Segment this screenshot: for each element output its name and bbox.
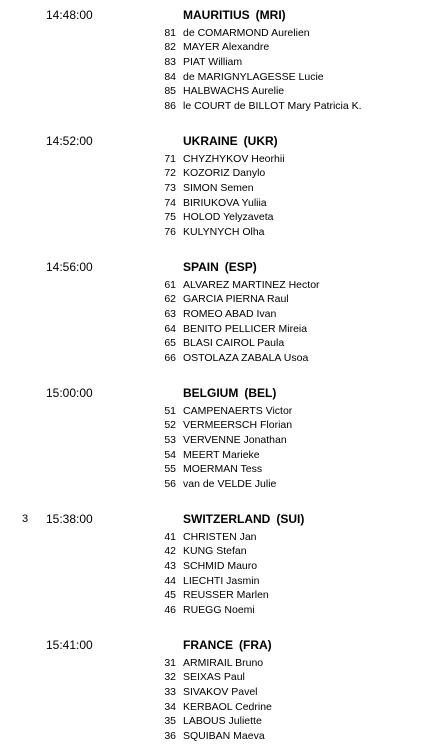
bib-number: 64: [164, 322, 176, 335]
start-time: 15:41:00: [46, 638, 93, 652]
rider-row: [150, 670, 245, 685]
country-code: (BEL): [244, 386, 277, 400]
bib-number: 84: [164, 70, 176, 83]
country-name: MAURITIUS: [183, 8, 250, 22]
rider-row: [150, 574, 259, 589]
rider-row: [150, 292, 289, 307]
rider-name: SQUIBAN Maeva: [183, 730, 265, 742]
rider-name: OSTOLAZA ZABALA Usoa: [183, 352, 309, 364]
team-name: [183, 386, 276, 401]
bib-number: 86: [164, 100, 176, 112]
bib-number: 66: [164, 352, 176, 364]
bib-number: 63: [164, 307, 176, 320]
rider-row: [150, 685, 258, 700]
bib-number: 83: [164, 55, 176, 68]
bib-number: 62: [164, 293, 176, 306]
rider-row: [150, 152, 285, 167]
rider-row: [150, 477, 276, 492]
bib-number: 44: [164, 574, 176, 587]
rider-name: CAMPENAERTS Victor: [183, 404, 293, 417]
bib-number: 73: [164, 181, 176, 194]
rider-name: LABOUS Juliette: [183, 715, 262, 728]
country-name: SWITZERLAND: [183, 512, 271, 526]
rider-name: KULYNYCH Olha: [183, 226, 265, 238]
rider-row: [150, 181, 254, 196]
rider-name: SEIXAS Paul: [183, 671, 245, 684]
rider-name: van de VELDE Julie: [183, 478, 277, 490]
rider-name: ROMEO ABAD Ivan: [183, 307, 277, 320]
rider-row: [150, 448, 260, 463]
rider-name: VERMEERSCH Florian: [183, 419, 293, 432]
rider-name: KOZORIZ Danylo: [183, 167, 266, 180]
bib-number: 41: [164, 530, 176, 543]
rider-name: BENITO PELLICER Mireia: [183, 322, 308, 335]
rider-row: [150, 656, 263, 671]
bib-number: 74: [164, 196, 176, 209]
team-name: [183, 260, 257, 275]
country-name: FRANCE: [183, 638, 233, 652]
rider-row: [150, 166, 265, 181]
rider-name: MEERT Marieke: [183, 448, 260, 461]
rider-row: [150, 351, 308, 366]
rider-row: [150, 225, 265, 240]
bib-number: 46: [164, 604, 176, 616]
rider-row: [150, 307, 276, 322]
bib-number: 65: [164, 337, 176, 350]
bib-number: 33: [164, 685, 176, 698]
start-time: 15:38:00: [46, 512, 93, 526]
bib-number: 75: [164, 211, 176, 224]
country-name: BELGIUM: [183, 386, 239, 400]
rider-name: SIMON Semen: [183, 181, 254, 194]
rider-name: MOERMAN Tess: [183, 463, 263, 476]
rider-name: de COMARMOND Aurelien: [183, 26, 310, 39]
country-code: (SUI): [276, 512, 305, 526]
rider-row: [150, 99, 362, 114]
rider-name: LIECHTI Jasmin: [183, 574, 260, 587]
rider-row: [150, 55, 242, 70]
start-time: 15:00:00: [46, 386, 93, 400]
rider-row: [150, 559, 257, 574]
bib-number: 54: [164, 448, 176, 461]
rider-name: HOLOD Yelyzaveta: [183, 211, 274, 224]
rider-name: SCHMID Mauro: [183, 559, 258, 572]
start-time: 14:48:00: [46, 8, 93, 22]
rider-row: [150, 26, 310, 41]
rider-name: GARCIA PIERNA Raul: [183, 293, 289, 306]
team-name: [183, 512, 304, 527]
rider-row: [150, 588, 269, 603]
bib-number: 45: [164, 589, 176, 602]
rider-row: [150, 729, 265, 744]
bib-number: 72: [164, 167, 176, 180]
rider-row: [150, 714, 262, 729]
rider-name: MAYER Alexandre: [183, 41, 270, 54]
bib-number: 82: [164, 41, 176, 54]
bib-number: 51: [164, 404, 176, 417]
rider-row: [150, 336, 284, 351]
start-time: 14:56:00: [46, 260, 93, 274]
rider-row: [150, 322, 307, 337]
rider-name: ALVAREZ MARTINEZ Hector: [183, 278, 320, 291]
bib-number: 61: [164, 278, 176, 291]
rider-row: [150, 84, 284, 99]
rider-row: [150, 196, 267, 211]
rider-row: [150, 603, 255, 618]
country-code: (MRI): [255, 8, 286, 22]
bib-number: 35: [164, 715, 176, 728]
rider-row: [150, 462, 262, 477]
rider-name: RUEGG Noemi: [183, 604, 255, 616]
bib-number: 52: [164, 419, 176, 432]
bib-number: 32: [164, 671, 176, 684]
rider-name: KUNG Stefan: [183, 545, 247, 558]
rider-name: ARMIRAIL Bruno: [183, 656, 264, 669]
bib-number: 34: [164, 700, 176, 713]
bib-number: 81: [164, 26, 176, 39]
rider-row: [150, 404, 292, 419]
rider-row: [150, 40, 269, 55]
rider-name: SIVAKOV Pavel: [183, 685, 258, 698]
country-code: (UKR): [243, 134, 278, 148]
bib-number: 36: [164, 730, 176, 742]
bib-number: 42: [164, 545, 176, 558]
rider-row: [150, 70, 324, 85]
rider-name: de MARIGNYLAGESSE Lucie: [183, 70, 324, 83]
bib-number: 53: [164, 433, 176, 446]
team-position: 3: [22, 513, 29, 525]
bib-number: 76: [164, 226, 176, 238]
rider-name: CHRISTEN Jan: [183, 530, 257, 543]
rider-name: KERBAOL Cedrine: [183, 700, 272, 713]
rider-name: BLASI CAIROL Paula: [183, 337, 285, 350]
team-name: [183, 134, 278, 149]
rider-row: [150, 210, 273, 225]
country-code: (ESP): [224, 260, 257, 274]
rider-name: CHYZHYKOV Heorhii: [183, 152, 285, 165]
rider-name: HALBWACHS Aurelie: [183, 85, 285, 98]
bib-number: 56: [164, 478, 176, 490]
rider-name: BIRIUKOVA Yuliia: [183, 196, 267, 209]
rider-name: VERVENNE Jonathan: [183, 433, 287, 446]
bib-number: 31: [164, 656, 176, 669]
rider-row: [150, 544, 247, 559]
bib-number: 71: [164, 152, 176, 165]
rider-row: [150, 530, 257, 545]
start-time: 14:52:00: [46, 134, 93, 148]
rider-name: PIAT William: [183, 55, 243, 68]
team-name: [183, 8, 286, 23]
country-name: SPAIN: [183, 260, 219, 274]
bib-number: 55: [164, 463, 176, 476]
rider-row: [150, 418, 292, 433]
rider-name: le COURT de BILLOT Mary Patricia K.: [183, 100, 362, 112]
country-name: UKRAINE: [183, 134, 238, 148]
rider-row: [150, 433, 287, 448]
bib-number: 85: [164, 85, 176, 98]
country-code: (FRA): [239, 638, 272, 652]
rider-name: REUSSER Marlen: [183, 589, 269, 602]
rider-row: [150, 700, 272, 715]
rider-row: [150, 278, 320, 293]
team-name: [183, 638, 272, 653]
bib-number: 43: [164, 559, 176, 572]
